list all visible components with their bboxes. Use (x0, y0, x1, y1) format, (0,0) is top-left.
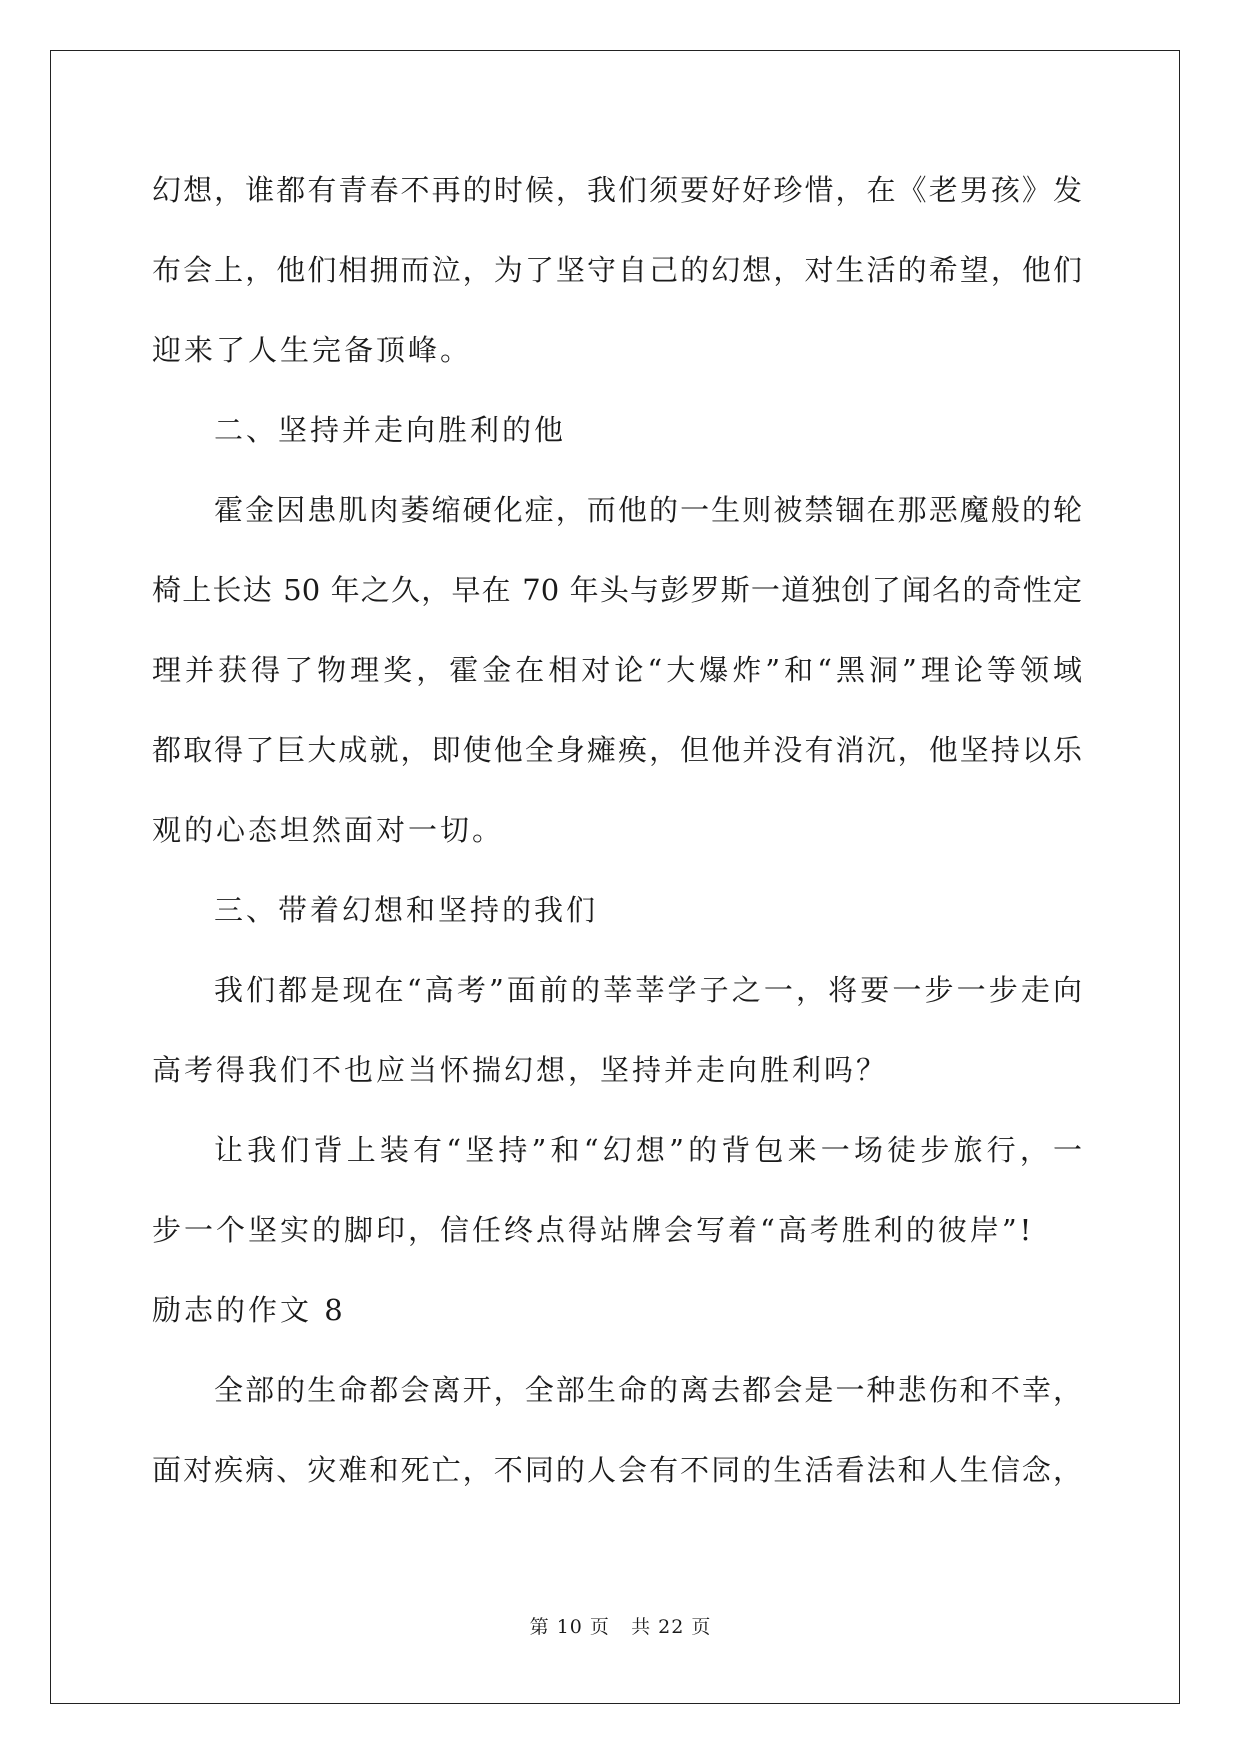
section-heading: 二、坚持并走向胜利的他 (214, 413, 567, 447)
body-text-line: 都取得了巨大成就，即使他全身瘫痪，但他并没有消沉，他坚持以乐 (152, 733, 1082, 767)
body-text-line: 椅上长达 50 年之久，早在 70 年头与彭罗斯一道独创了闻名的奇性定 (152, 573, 1082, 607)
body-text-line: 高考得我们不也应当怀揣幻想，坚持并走向胜利吗？ (152, 1053, 889, 1087)
body-text-line: 面对疾病、灾难和死亡，不同的人会有不同的生活看法和人生信念， (152, 1453, 1082, 1487)
body-text-line: 幻想，谁都有青春不再的时候，我们须要好好珍惜，在《老男孩》发 (152, 173, 1082, 207)
section-heading: 三、带着幻想和坚持的我们 (214, 893, 599, 927)
body-text-line: 步一个坚实的脚印，信任终点得站牌会写着“高考胜利的彼岸”! (152, 1213, 1035, 1247)
body-text-line: 理并获得了物理奖，霍金在相对论“大爆炸”和“黑洞”理论等领域 (152, 653, 1082, 687)
body-text-line: 布会上，他们相拥而泣，为了坚守自己的幻想，对生活的希望，他们 (152, 253, 1082, 287)
body-text-line: 我们都是现在“高考”面前的莘莘学子之一，将要一步一步走向 (214, 973, 1082, 1007)
body-text-line: 霍金因患肌肉萎缩硬化症，而他的一生则被禁锢在那恶魔般的轮 (214, 493, 1082, 527)
page-total: 共 22 页 (631, 1616, 712, 1638)
page-number: 第 10 页 (529, 1616, 610, 1638)
page-footer (0, 1614, 1241, 1640)
essay-title: 励志的作文 8 (152, 1293, 346, 1327)
body-text-line: 全部的生命都会离开，全部生命的离去都会是一种悲伤和不幸， (214, 1373, 1082, 1407)
body-text-line: 让我们背上装有“坚持”和“幻想”的背包来一场徒步旅行，一 (214, 1133, 1082, 1167)
body-text-line: 观的心态坦然面对一切。 (152, 813, 505, 847)
body-text-line: 迎来了人生完备顶峰。 (152, 333, 473, 367)
